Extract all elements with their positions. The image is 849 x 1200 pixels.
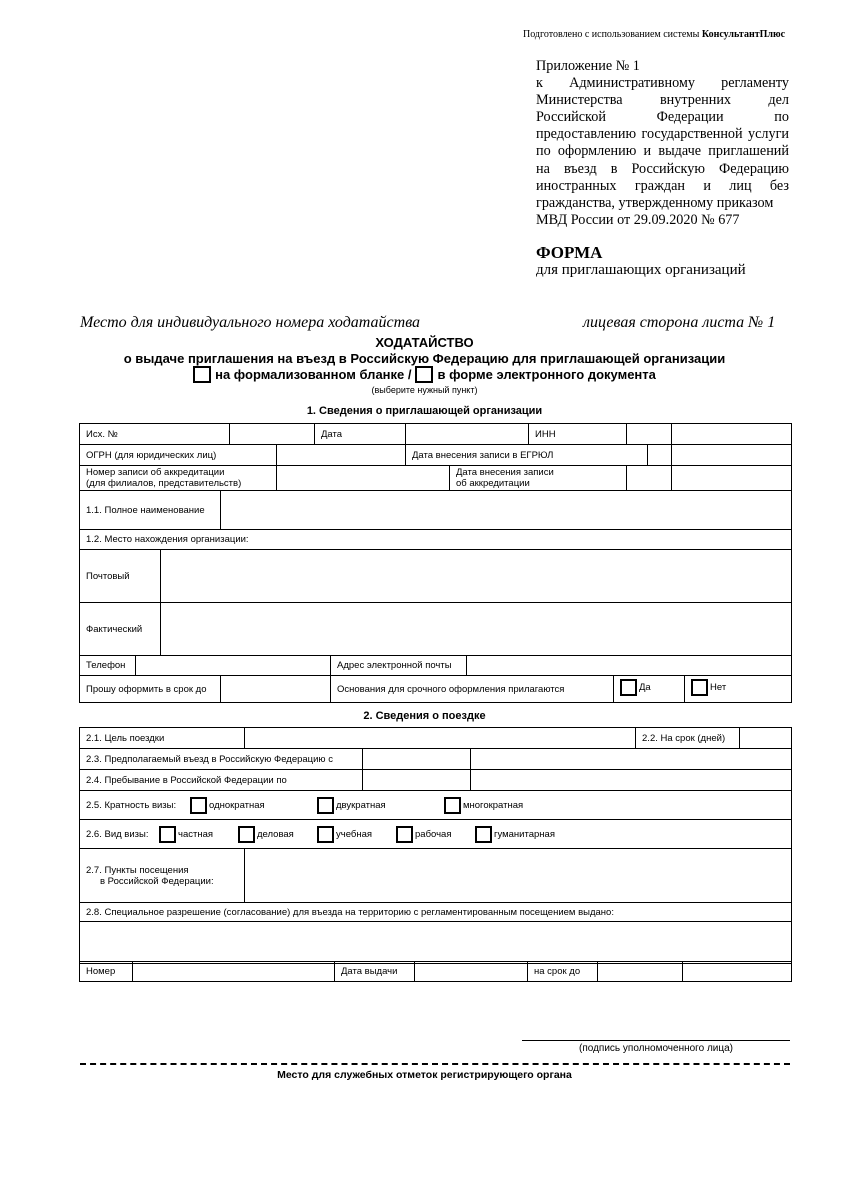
appendix-order: МВД России от 29.09.2020 № 677 xyxy=(536,211,740,228)
type-humanitarian-checkbox[interactable] xyxy=(475,826,492,843)
mult-multiple-option[interactable] xyxy=(444,797,523,814)
purpose-label: 2.1. Цель поездки xyxy=(80,728,245,749)
type-work-label: рабочая xyxy=(415,828,452,840)
urgent-no-cell xyxy=(685,676,792,703)
choose-note: (выберите нужный пункт) xyxy=(371,385,478,395)
mult-double-checkbox[interactable] xyxy=(317,797,334,814)
form-title: ФОРМА xyxy=(536,243,603,262)
appendix-title: Приложение № 1 xyxy=(536,58,640,74)
urgent-no-option[interactable] xyxy=(691,679,726,696)
accred-date-label xyxy=(450,466,627,491)
visit-points-line2: в Российской Федерации: xyxy=(100,875,214,887)
type-humanitarian-option[interactable] xyxy=(475,826,555,843)
multiplicity-row xyxy=(80,791,792,820)
term-field[interactable] xyxy=(740,728,792,749)
urgent-yes-label: Да xyxy=(639,682,651,693)
accred-no-line2: (для филиалов, представительств) xyxy=(86,478,242,489)
inn-label: ИНН xyxy=(529,424,627,445)
special-permit-label: 2.8. Специальное разрешение (согласование) для въезда на территорию с регламентированным посещением выдано: xyxy=(80,903,792,922)
location-label: 1.2. Место нахождения организации: xyxy=(80,530,792,550)
section2-title: 2. Сведения о поездке xyxy=(363,710,486,722)
blank-form-label: на формализованном бланке / xyxy=(215,367,412,382)
section1-title: 1. Сведения о приглашающей организации xyxy=(306,405,543,417)
type-business-checkbox[interactable] xyxy=(238,826,255,843)
permit-number-label: Номер xyxy=(80,962,133,982)
consultant-note xyxy=(523,29,785,40)
type-business-option[interactable] xyxy=(238,826,317,843)
type-humanitarian-label: гуманитарная xyxy=(494,828,555,840)
consultant-brand: КонсультантПлюс xyxy=(701,29,786,40)
mult-double-option[interactable] xyxy=(317,797,444,814)
mult-double-label: двукратная xyxy=(336,799,386,811)
postal-field[interactable] xyxy=(161,550,792,603)
type-study-label: учебная xyxy=(336,828,372,840)
ogrn-field[interactable] xyxy=(277,445,406,466)
section1-table-b xyxy=(79,490,792,703)
email-label: Адрес электронной почты xyxy=(331,656,467,676)
urgent-yes-option[interactable] xyxy=(620,679,651,696)
visa-type-group xyxy=(86,826,791,843)
term-label: 2.2. На срок (дней) xyxy=(636,728,740,749)
entry-from-label: 2.3. Предполагаемый въезд в Российскую Федерацию с xyxy=(80,749,363,770)
cut-line xyxy=(80,1063,790,1065)
type-private-checkbox[interactable] xyxy=(159,826,176,843)
type-private-label: частная xyxy=(178,828,214,840)
urgent-no-checkbox[interactable] xyxy=(691,679,708,696)
electronic-form-label: в форме электронного документа xyxy=(437,367,656,382)
permit-valid-until-extra[interactable] xyxy=(683,962,792,982)
phone-label: Телефон xyxy=(80,656,136,676)
entry-from-field[interactable] xyxy=(363,749,471,770)
stay-until-extra[interactable] xyxy=(471,770,792,791)
blank-form-checkbox[interactable] xyxy=(193,366,211,383)
visa-type-label: 2.6. Вид визы: xyxy=(86,828,149,840)
type-work-option[interactable] xyxy=(396,826,475,843)
egrul-date-label: Дата внесения записи в ЕГРЮЛ xyxy=(406,445,648,466)
type-work-checkbox[interactable] xyxy=(396,826,413,843)
service-note: Место для служебных отметок регистрирующего органа xyxy=(277,1069,572,1081)
stay-until-field[interactable] xyxy=(363,770,471,791)
ref-no-field[interactable] xyxy=(230,424,315,445)
actual-field[interactable] xyxy=(161,603,792,656)
date-field[interactable] xyxy=(406,424,529,445)
type-study-option[interactable] xyxy=(317,826,396,843)
type-business-label: деловая xyxy=(257,828,294,840)
visit-points-field[interactable] xyxy=(245,849,792,903)
inn-field-extra[interactable] xyxy=(672,424,792,445)
ogrn-label: ОГРН (для юридических лиц) xyxy=(80,445,277,466)
urgent-yes-cell xyxy=(614,676,685,703)
visit-points-label xyxy=(80,849,245,903)
accred-date-field[interactable] xyxy=(627,466,672,491)
urgent-grounds-label: Основания для срочного оформления прилагаются xyxy=(331,676,614,703)
urgent-yes-checkbox[interactable] xyxy=(620,679,637,696)
consultant-prefix: Подготовлено с использованием системы xyxy=(523,29,702,40)
permit-details-table xyxy=(79,961,792,982)
sheet-side-note: лицевая сторона листа № 1 xyxy=(583,314,776,331)
date-label: Дата xyxy=(315,424,406,445)
permit-valid-until-label: на срок до xyxy=(528,962,598,982)
multiplicity-label: 2.5. Кратность визы: xyxy=(86,799,177,811)
multiplicity-group xyxy=(86,797,791,814)
postal-label: Почтовый xyxy=(80,550,161,603)
accred-no-field[interactable] xyxy=(277,466,450,491)
appendix-body: к Административному регламенту Министерства внутренних дел Российской Федерации по предоставлению государственной услуги по оформлению и выдаче приглашений на въезд в Российскую Федерацию иностранных граждан и лиц без гражданства, утвержденному приказом xyxy=(536,75,789,211)
accred-no-line1: Номер записи об аккредитации xyxy=(86,467,225,478)
signature-label: (подпись уполномоченного лица) xyxy=(579,1043,733,1054)
form-subtitle: для приглашающих организаций xyxy=(536,262,746,278)
appendix-block xyxy=(536,58,789,229)
permit-issue-date-label: Дата выдачи xyxy=(335,962,415,982)
section2-table xyxy=(79,727,792,964)
accred-date-field-extra[interactable] xyxy=(672,466,792,491)
full-name-label: 1.1. Полное наименование xyxy=(80,491,221,530)
format-choice xyxy=(0,366,849,383)
mult-single-checkbox[interactable] xyxy=(190,797,207,814)
deadline-field[interactable] xyxy=(221,676,331,703)
signature-line[interactable] xyxy=(522,1040,790,1041)
accred-no-label xyxy=(80,466,277,491)
type-private-option[interactable] xyxy=(159,826,238,843)
type-study-checkbox[interactable] xyxy=(317,826,334,843)
petition-number-place: Место для индивидуального номера ходатайства xyxy=(80,314,421,331)
special-permit-field[interactable] xyxy=(80,922,792,964)
stay-until-label: 2.4. Пребывание в Российской Федерации по xyxy=(80,770,363,791)
email-field[interactable] xyxy=(467,656,792,676)
petition-heading: ХОДАТАЙСТВО xyxy=(375,335,474,350)
mult-multiple-label: многократная xyxy=(463,799,524,811)
visit-points-line1: 2.7. Пункты посещения xyxy=(86,864,189,876)
entry-from-extra[interactable] xyxy=(471,749,792,770)
accred-date-line1: Дата внесения записи xyxy=(456,467,554,478)
ref-no-label: Исх. № xyxy=(80,424,230,445)
inn-field[interactable] xyxy=(627,424,672,445)
permit-issue-date-field[interactable] xyxy=(415,962,528,982)
accred-date-line2: об аккредитации xyxy=(456,478,530,489)
mult-single-label: однократная xyxy=(209,799,265,811)
egrul-date-field[interactable] xyxy=(648,445,672,466)
electronic-form-checkbox[interactable] xyxy=(415,366,433,383)
deadline-label: Прошу оформить в срок до xyxy=(80,676,221,703)
urgent-no-label: Нет xyxy=(710,682,727,693)
phone-field[interactable] xyxy=(136,656,331,676)
permit-number-field[interactable] xyxy=(133,962,335,982)
purpose-field[interactable] xyxy=(245,728,636,749)
mult-multiple-checkbox[interactable] xyxy=(444,797,461,814)
actual-label: Фактический xyxy=(80,603,161,656)
permit-valid-until-field[interactable] xyxy=(598,962,683,982)
full-name-field[interactable] xyxy=(221,491,792,530)
visa-type-row xyxy=(80,820,792,849)
petition-subheading: о выдаче приглашения на въезд в Российскую Федерацию для приглашающей организации xyxy=(123,351,726,366)
egrul-date-field-extra[interactable] xyxy=(672,445,792,466)
section1-table-a xyxy=(79,423,792,491)
mult-single-option[interactable] xyxy=(190,797,317,814)
